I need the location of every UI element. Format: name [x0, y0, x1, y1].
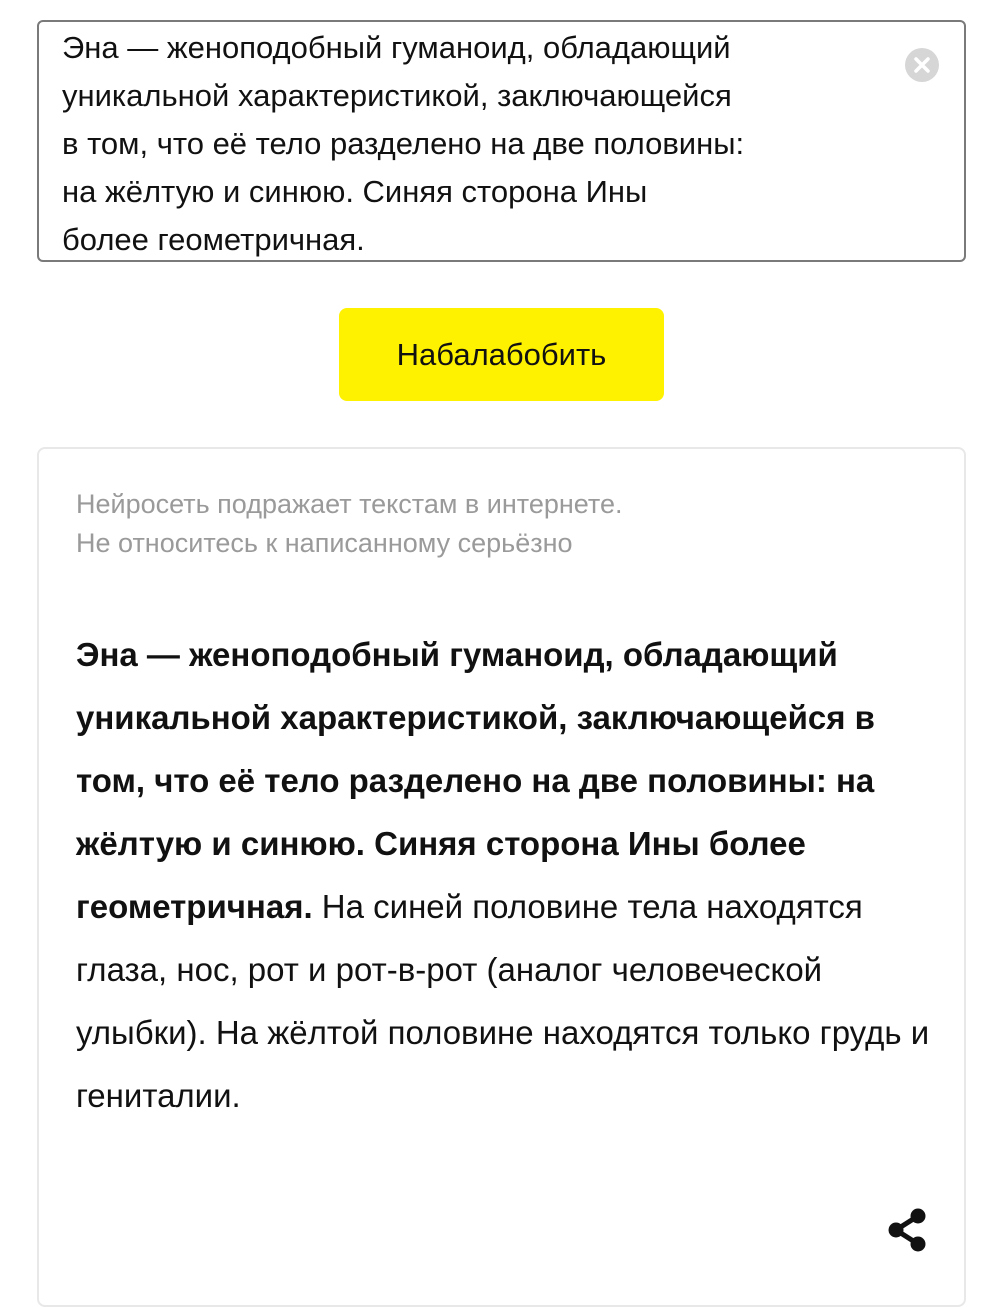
- share-button[interactable]: [883, 1205, 933, 1255]
- close-circle-icon: [905, 48, 939, 82]
- clear-input-button[interactable]: [905, 48, 939, 82]
- generate-button[interactable]: Набалабобить: [339, 308, 664, 401]
- result-text: [76, 623, 936, 1127]
- disclaimer: [76, 485, 896, 563]
- disclaimer-line-1: Нейросеть подражает текстам в интернете.: [76, 489, 623, 519]
- result-prompt-text: Эна — женоподобный гуманоид, обладающий уникальной характеристикой, заключающейся в том, что её тело разделено на две половины: на жёлтую и синюю. Синяя сторона Ины более геометричная.: [76, 636, 875, 925]
- result-card: [37, 447, 966, 1307]
- result-generated-text: На синей половине тела находятся глаза, нос, рот и рот-в-рот (аналог человеческой улыбки). На жёлтой половине находятся только грудь и гениталии.: [76, 888, 930, 1114]
- share-icon: [883, 1205, 933, 1255]
- prompt-input-text[interactable]: Эна — женоподобный гуманоид, обладающий уникальной характеристикой, заключающейся в том, что её тело разделено на две половины: на жёлтую и синюю. Синяя сторона Ины более геометричная.: [62, 30, 745, 257]
- prompt-input[interactable]: [37, 20, 966, 262]
- disclaimer-line-2: Не относитесь к написанному серьёзно: [76, 528, 573, 558]
